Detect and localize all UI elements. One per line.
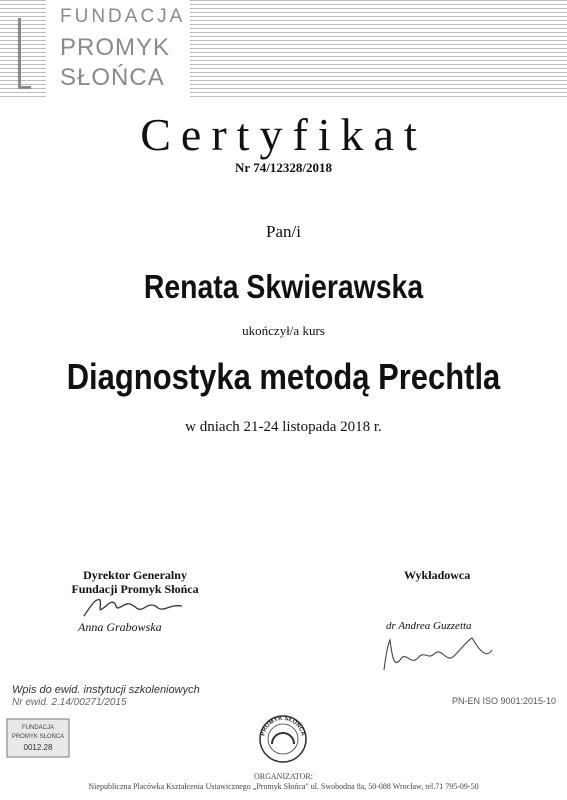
iso-standard: PN-EN ISO 9001:2015-10 xyxy=(452,696,557,706)
course-title: Diagnostyka metodą Prechtla xyxy=(66,356,501,397)
course-dates: w dniach 21-24 listopada 2018 r. xyxy=(185,419,382,435)
lecturer-signature-icon xyxy=(376,630,496,676)
organizer-label: ORGANIZATOR: xyxy=(254,772,313,781)
header-stripes-right xyxy=(190,0,567,100)
logo-line-2: PROMYK xyxy=(60,34,171,61)
registry-line: Wpis do ewid. instytucji szkoleniowych xyxy=(12,684,200,696)
stamp-line-3: 0012.28 xyxy=(23,743,53,752)
certificate-number: Nr 74/12328/2018 xyxy=(235,160,332,175)
logo-line-3: SŁOŃCA xyxy=(60,64,165,91)
stamp-line-1: FUNDACJA xyxy=(21,725,55,731)
logo-line-1: FUNDACJA xyxy=(60,6,186,27)
registry-stamp xyxy=(6,718,70,758)
director-name: Anna Grabowska xyxy=(78,620,162,634)
registry-number: Nr ewid. 2.14/00271/2015 xyxy=(12,697,127,708)
seal-text: PROMYK SŁOŃCA xyxy=(260,715,306,737)
lecturer-role: Wykładowca xyxy=(404,568,471,582)
director-role: Dyrektor Generalny Fundacji Promyk Słońca xyxy=(71,568,199,596)
footer-address: Niepubliczna Placówka Kształcenia Ustawicznego „Promyk Słońca" ul. Swobodna 8a, 50-088 Wrocław, tel.71 795-09-50 xyxy=(88,782,479,791)
completed-text: ukończył/a kurs xyxy=(242,323,325,338)
certificate-title: Certyfikat xyxy=(140,109,427,160)
salutation: Pan/i xyxy=(266,222,301,241)
lecturer-name: dr Andrea Guzzetta xyxy=(386,620,472,632)
recipient-name: Renata Skwierawska xyxy=(143,268,424,305)
director-signature-icon xyxy=(78,594,188,622)
logo-mark-icon xyxy=(18,18,31,89)
promyk-seal-icon xyxy=(258,714,308,764)
stamp-line-2: PROMYK SŁOŃCA xyxy=(11,734,65,740)
svg-text:PROMYK SŁOŃCA xyxy=(260,716,306,737)
